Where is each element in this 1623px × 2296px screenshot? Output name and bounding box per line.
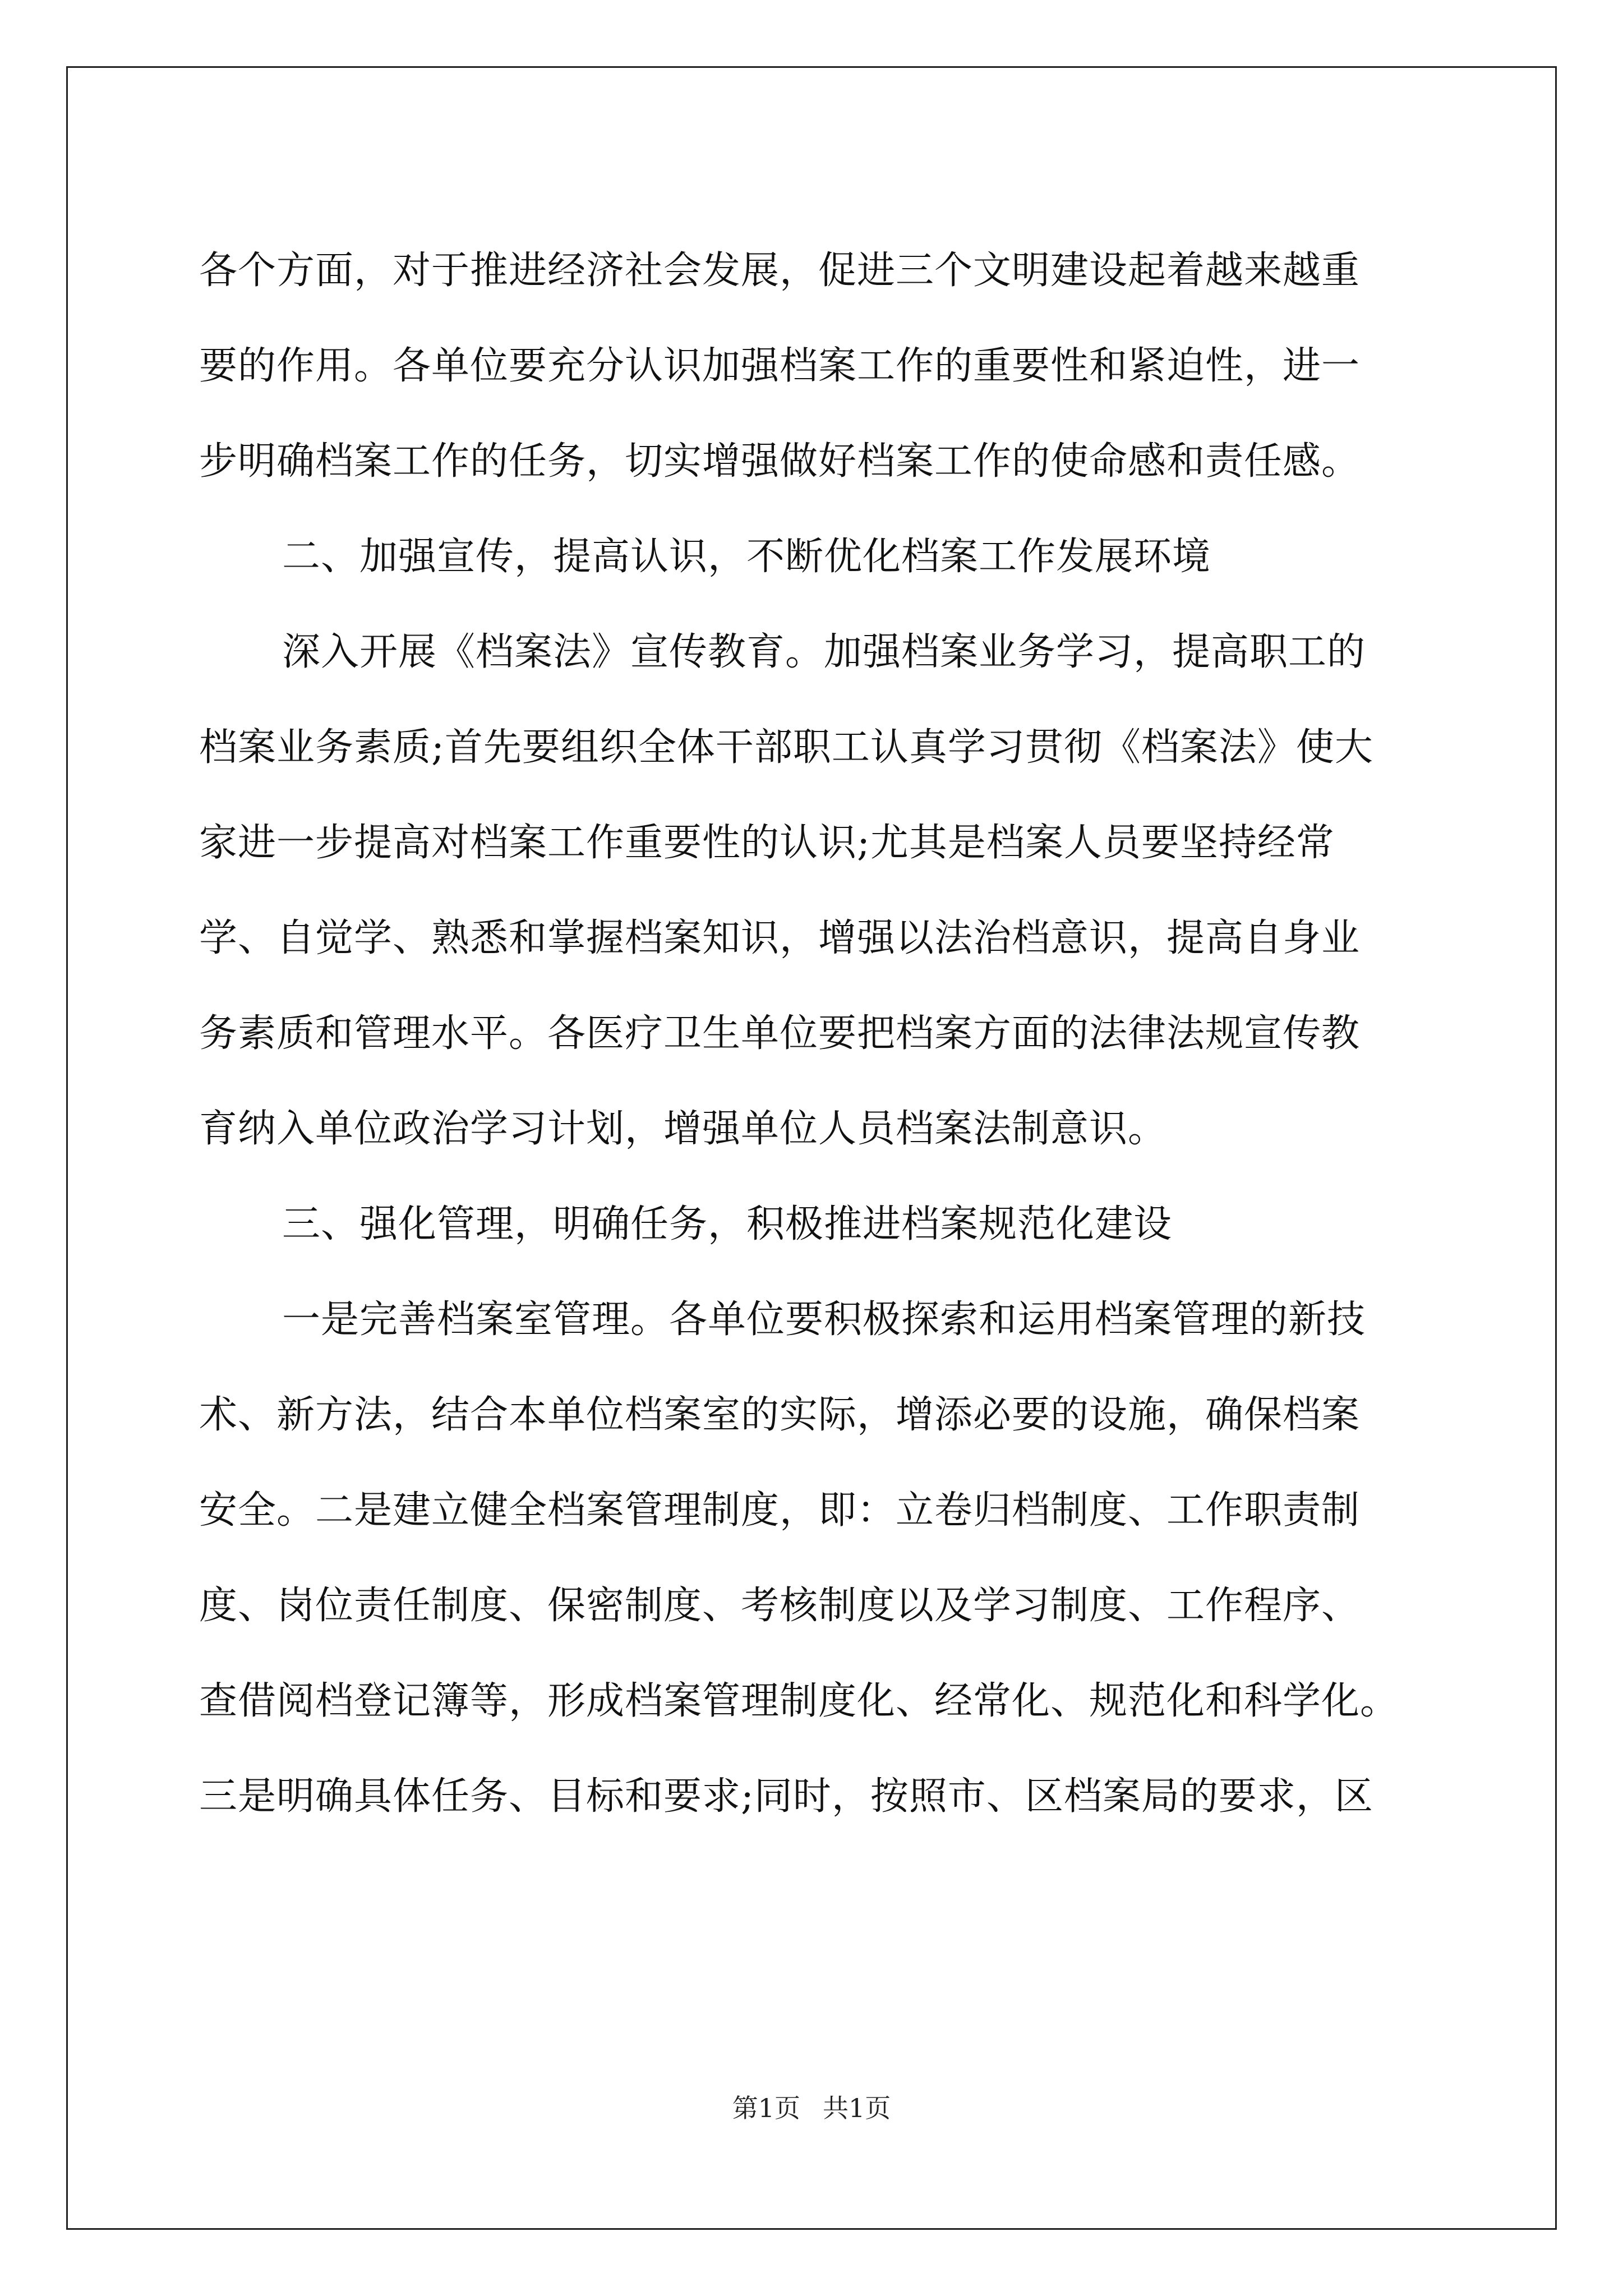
text-line: 务素质和管理水平。各医疗卫生单位要把档案方面的法律法规宣传教 bbox=[199, 1011, 1361, 1056]
page-footer bbox=[0, 2091, 1623, 2125]
page-total: 共1页 bbox=[823, 2093, 891, 2123]
text-line: 深入开展《档案法》宣传教育。加强档案业务学习，提高职工的 bbox=[282, 630, 1366, 674]
text-line: 育纳入单位政治学习计划，增强单位人员档案法制意识。 bbox=[199, 1107, 1167, 1151]
text-line: 学、自觉学、熟悉和掌握档案知识，增强以法治档意识，提高自身业 bbox=[199, 916, 1361, 960]
text-line: 一是完善档案室管理。各单位要积极探索和运用档案管理的新技 bbox=[282, 1297, 1366, 1342]
text-line: 查借阅档登记簿等，形成档案管理制度化、经常化、规范化和科学化。 bbox=[199, 1679, 1399, 1723]
text-line: 档案业务素质;首先要组织全体干部职工认真学习贯彻《档案法》使大 bbox=[199, 725, 1373, 770]
text-line: 术、新方法，结合本单位档案室的实际，增添必要的设施，确保档案 bbox=[199, 1393, 1361, 1437]
text-line: 三、强化管理，明确任务，积极推进档案规范化建设 bbox=[282, 1202, 1173, 1246]
text-line: 三是明确具体任务、目标和要求;同时，按照市、区档案局的要求，区 bbox=[199, 1774, 1373, 1819]
document-body bbox=[199, 223, 1422, 1844]
text-line: 度、岗位责任制度、保密制度、考核制度以及学习制度、工作程序、 bbox=[199, 1584, 1361, 1628]
text-line: 家进一步提高对档案工作重要性的认识;尤其是档案人员要坚持经常 bbox=[199, 821, 1335, 865]
text-line: 步明确档案工作的任务，切实增强做好档案工作的使命感和责任感。 bbox=[199, 439, 1361, 484]
page-number: 第1页 bbox=[732, 2093, 800, 2123]
text-line: 二、加强宣传，提高认识，不断优化档案工作发展环境 bbox=[282, 535, 1211, 579]
text-line: 安全。二是建立健全档案管理制度，即：立卷归档制度、工作职责制 bbox=[199, 1488, 1361, 1533]
text-line: 要的作用。各单位要充分认识加强档案工作的重要性和紧迫性，进一 bbox=[199, 344, 1361, 388]
text-line: 各个方面，对于推进经济社会发展，促进三个文明建设起着越来越重 bbox=[199, 249, 1361, 293]
